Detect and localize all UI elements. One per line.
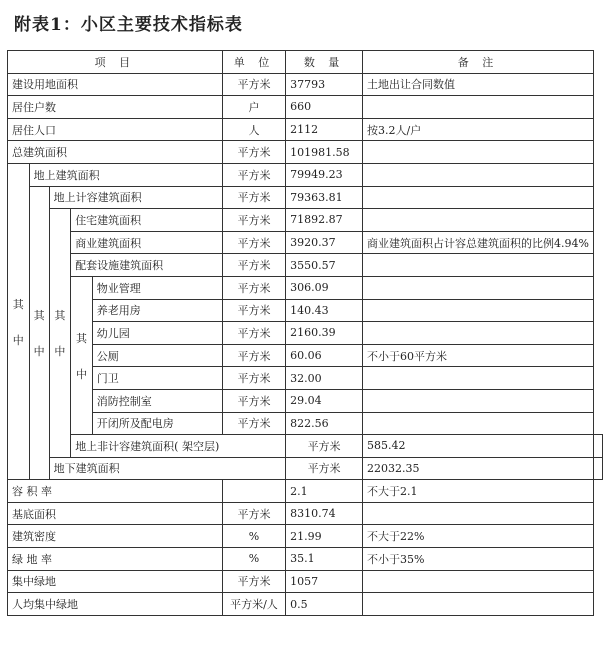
row-unit: 平方米	[222, 344, 285, 367]
row-note: 商业建筑面积占计容总建筑面积的比例4.94%	[363, 231, 594, 254]
row-unit: %	[222, 525, 285, 548]
marker-char: 其	[12, 297, 24, 311]
row-label: 建筑密度	[8, 525, 223, 548]
table-row	[8, 593, 603, 616]
row-unit: 平方米	[222, 163, 285, 186]
row-value: 37793	[286, 73, 363, 96]
header-row	[8, 51, 603, 74]
marker-char: 其	[75, 331, 87, 345]
row-unit: 平方米	[222, 141, 285, 164]
header-item: 项 目	[8, 51, 223, 74]
row-note	[594, 457, 603, 480]
table-row	[8, 435, 603, 458]
row-value: 140.43	[286, 299, 363, 322]
row-unit: 平方米	[222, 299, 285, 322]
row-label: 开闭所及配电房	[92, 412, 222, 435]
row-label: 地下建筑面积	[49, 457, 286, 480]
row-unit	[222, 480, 285, 503]
table-row	[8, 299, 603, 322]
table-row	[8, 118, 603, 141]
row-unit: 平方米	[222, 412, 285, 435]
row-value: 35.1	[286, 548, 363, 571]
row-unit: 平方米	[222, 502, 285, 525]
row-label: 总建筑面积	[8, 141, 223, 164]
row-unit: 平方米	[222, 570, 285, 593]
row-label: 商业建筑面积	[71, 231, 223, 254]
table-row	[8, 412, 603, 435]
sub-item-marker	[29, 186, 49, 480]
row-unit: 人	[222, 118, 285, 141]
row-unit: 平方米	[286, 435, 363, 458]
row-label: 居住户数	[8, 96, 223, 119]
row-value: 21.99	[286, 525, 363, 548]
row-label: 门卫	[92, 367, 222, 390]
row-value: 2112	[286, 118, 363, 141]
row-unit: 平方米	[222, 254, 285, 277]
sub-item-marker	[49, 209, 71, 458]
table-row	[8, 254, 603, 277]
row-note: 按3.2人/户	[363, 118, 594, 141]
row-label: 地上建筑面积	[29, 163, 222, 186]
row-note: 土地出让合同数值	[363, 73, 594, 96]
row-note	[363, 209, 594, 232]
row-note: 不大于2.1	[363, 480, 594, 503]
row-value: 585.42	[363, 435, 594, 458]
table-row	[8, 367, 603, 390]
table-title: 附表1：小区主要技术指标表	[14, 15, 243, 35]
marker-char: 中	[75, 367, 87, 381]
row-value: 79363.81	[286, 186, 363, 209]
table-row	[8, 525, 603, 548]
table-row	[8, 163, 603, 186]
row-unit: 平方米	[222, 389, 285, 412]
row-unit: 户	[222, 96, 285, 119]
row-label: 容 积 率	[8, 480, 223, 503]
marker-char: 中	[33, 344, 45, 358]
row-note	[363, 276, 594, 299]
table-row	[8, 209, 603, 232]
row-label: 配套设施建筑面积	[71, 254, 223, 277]
table-row	[8, 548, 603, 571]
row-unit: 平方米	[222, 276, 285, 299]
row-value: 2.1	[286, 480, 363, 503]
table-row	[8, 73, 603, 96]
row-note	[363, 570, 594, 593]
row-value: 79949.23	[286, 163, 363, 186]
row-label: 绿 地 率	[8, 548, 223, 571]
row-label: 居住人口	[8, 118, 223, 141]
table-row	[8, 231, 603, 254]
indicator-table	[7, 50, 603, 616]
table-row	[8, 186, 603, 209]
row-value: 32.00	[286, 367, 363, 390]
sub-item-marker	[8, 163, 30, 479]
row-note: 不小于60平方米	[363, 344, 594, 367]
table-row	[8, 344, 603, 367]
row-note	[363, 299, 594, 322]
row-unit: 平方米	[222, 186, 285, 209]
table-row	[8, 480, 603, 503]
table-row	[8, 322, 603, 345]
row-unit: 平方米/人	[222, 593, 285, 616]
row-note	[363, 163, 594, 186]
row-unit: 平方米	[222, 73, 285, 96]
row-value: 29.04	[286, 389, 363, 412]
row-note	[363, 412, 594, 435]
row-note	[363, 502, 594, 525]
marker-char: 中	[54, 344, 66, 358]
marker-char: 中	[12, 333, 24, 347]
row-value: 101981.58	[286, 141, 363, 164]
row-value: 3550.57	[286, 254, 363, 277]
row-label: 建设用地面积	[8, 73, 223, 96]
row-value: 60.06	[286, 344, 363, 367]
header-note: 备 注	[363, 51, 594, 74]
row-note	[363, 186, 594, 209]
row-label: 人均集中绿地	[8, 593, 223, 616]
row-value: 8310.74	[286, 502, 363, 525]
table-row	[8, 570, 603, 593]
row-note	[363, 96, 594, 119]
row-note: 不小于35%	[363, 548, 594, 571]
row-note	[363, 141, 594, 164]
row-note	[363, 254, 594, 277]
row-label: 消防控制室	[92, 389, 222, 412]
sub-item-marker	[71, 276, 93, 434]
row-note	[594, 435, 603, 458]
row-value: 660	[286, 96, 363, 119]
marker-char: 其	[33, 308, 45, 322]
row-value: 306.09	[286, 276, 363, 299]
header-quantity: 数 量	[286, 51, 363, 74]
table-row	[8, 389, 603, 412]
row-unit: 平方米	[222, 231, 285, 254]
row-value: 71892.87	[286, 209, 363, 232]
row-value: 0.5	[286, 593, 363, 616]
row-value: 3920.37	[286, 231, 363, 254]
row-note: 不大于22%	[363, 525, 594, 548]
table-row	[8, 457, 603, 480]
row-note	[363, 389, 594, 412]
row-unit: 平方米	[286, 457, 363, 480]
row-value: 22032.35	[363, 457, 594, 480]
table-row	[8, 96, 603, 119]
row-value: 1057	[286, 570, 363, 593]
row-unit: 平方米	[222, 322, 285, 345]
row-label: 养老用房	[92, 299, 222, 322]
row-label: 物业管理	[92, 276, 222, 299]
marker-char: 其	[54, 308, 66, 322]
table-row	[8, 502, 603, 525]
row-unit: 平方米	[222, 209, 285, 232]
row-unit: %	[222, 548, 285, 571]
row-value: 2160.39	[286, 322, 363, 345]
row-label: 集中绿地	[8, 570, 223, 593]
row-note	[363, 593, 594, 616]
row-label: 地上计容建筑面积	[49, 186, 222, 209]
row-label: 幼儿园	[92, 322, 222, 345]
row-note	[363, 322, 594, 345]
table-row	[8, 141, 603, 164]
row-value: 822.56	[286, 412, 363, 435]
row-note	[363, 367, 594, 390]
header-unit: 单 位	[222, 51, 285, 74]
row-label: 基底面积	[8, 502, 223, 525]
row-label: 地上非计容建筑面积( 架空层)	[71, 435, 286, 458]
row-label: 公厕	[92, 344, 222, 367]
table-row	[8, 276, 603, 299]
row-unit: 平方米	[222, 367, 285, 390]
row-label: 住宅建筑面积	[71, 209, 223, 232]
